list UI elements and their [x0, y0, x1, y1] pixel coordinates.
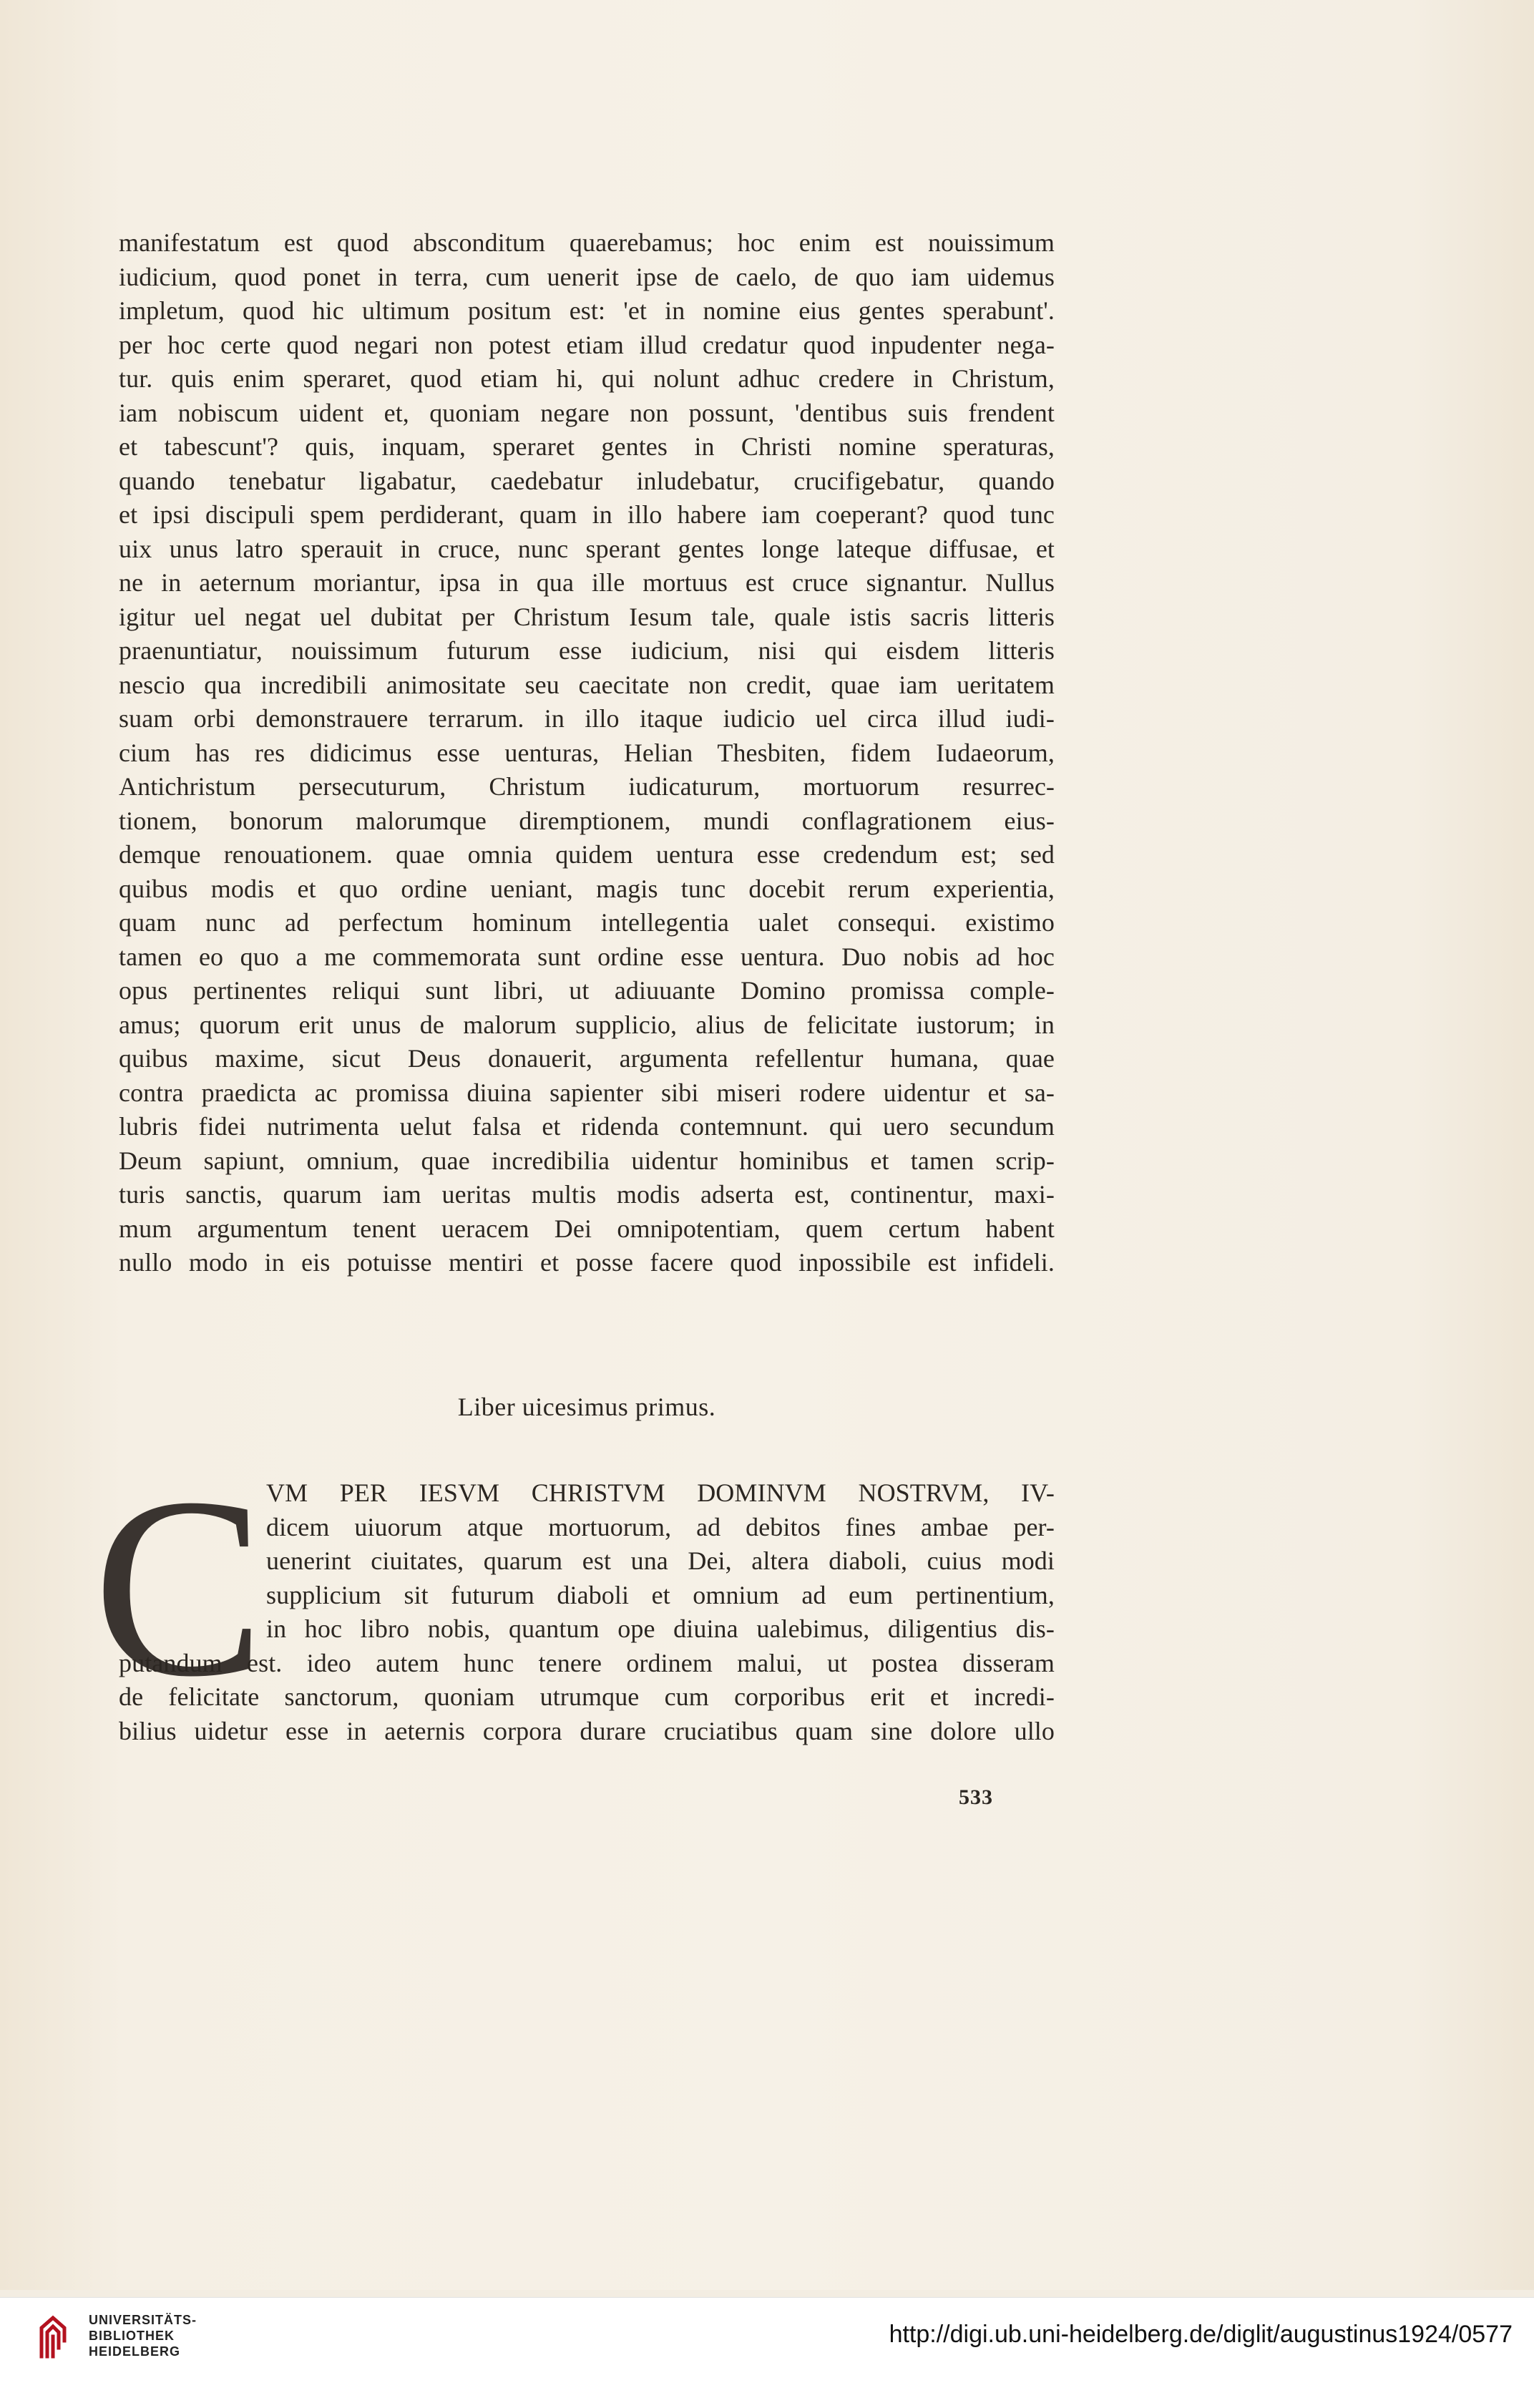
chapter-indented-line: in hoc libro nobis, quantum ope diuina ualebimus, diligentius dis-	[266, 1614, 1055, 1643]
body-text-line: tamen eo quo a me commemorata sunt ordine esse uentura. Duo nobis ad hoc	[119, 942, 1055, 971]
body-text-line: quibus modis et quo ordine ueniant, magis tunc docebit rerum experientia,	[119, 874, 1055, 903]
body-text-line: nescio qua incredibili animositate seu caecitate non credit, quae iam ueritatem	[119, 670, 1055, 699]
body-text-line: tur. quis enim speraret, quod etiam hi, qui nolunt adhuc credere in Christum,	[119, 364, 1055, 393]
body-text-line: impletum, quod hic ultimum positum est: 'et in nomine eius gentes sperabunt'.	[119, 296, 1055, 325]
body-text-line: amus; quorum erit unus de malorum supplicio, alius de felicitate iustorum; in	[119, 1010, 1055, 1039]
library-name-line3: HEIDELBERG	[89, 2344, 181, 2359]
chapter-full-line: putandum est. ideo autem hunc tenere ordinem malui, ut postea disseram	[119, 1648, 1055, 1677]
body-text-line: lubris fidei nutrimenta uelut falsa et ridenda contemnunt. qui uero secundum	[119, 1112, 1055, 1141]
chapter-indented-line: uenerint ciuitates, quarum est una Dei, altera diaboli, cuius modi	[266, 1546, 1055, 1575]
body-text-line: quibus maxime, sicut Deus donauerit, argumenta refellentur humana, quae	[119, 1044, 1055, 1073]
body-text-line: manifestatum est quod absconditum quaerebamus; hoc enim est nouissimum	[119, 228, 1055, 257]
body-text-line: igitur uel negat uel dubitat per Christum Iesum tale, quale istis sacris litteris	[119, 602, 1055, 631]
body-text-line: uix unus latro sperauit in cruce, nunc sperant gentes longe lateque diffusae, et	[119, 534, 1055, 563]
body-text-line: per hoc certe quod negari non potest etiam illud credatur quod inpudenter nega-	[119, 330, 1055, 359]
body-text-line: Deum sapiunt, omnium, quae incredibilia uidentur hominibus et tamen scrip-	[119, 1146, 1055, 1175]
body-text-line: et ipsi discipuli spem perdiderant, quam in illo habere iam coeperant? quod tunc	[119, 500, 1055, 529]
footer-bar	[0, 2297, 1534, 2408]
body-text-line: contra praedicta ac promissa diuina sapienter sibi miseri rodere uidentur et sa-	[119, 1078, 1055, 1107]
body-text-line: demque renouationem. quae omnia quidem uentura esse credendum est; sed	[119, 840, 1055, 869]
source-url[interactable]: http://digi.ub.uni-heidelberg.de/diglit/augustinus1924/0577	[889, 2321, 1513, 2348]
body-text-line: et tabescunt'? quis, inquam, speraret gentes in Christi nomine speraturas,	[119, 432, 1055, 461]
body-text-line: tionem, bonorum malorumque diremptionem, mundi conflagrationem eius-	[119, 806, 1055, 835]
body-text	[119, 226, 1055, 1280]
chapter-full-lines	[119, 1647, 1055, 1749]
body-text-line: turis sanctis, quarum iam ueritas multis modis adserta est, continentur, maxi-	[119, 1180, 1055, 1209]
body-text-line: cium has res didicimus esse uenturas, Helian Thesbiten, fidem Iudaeorum,	[119, 738, 1055, 767]
section-title: Liber uicesimus primus.	[457, 1393, 716, 1421]
chapter-indented-line: VM PER IESVM CHRISTVM DOMINVM NOSTRVM, IV-	[266, 1478, 1055, 1507]
body-text-line: iudicium, quod ponet in terra, cum uenerit ipse de caelo, de quo iam uidemus	[119, 262, 1055, 291]
body-text-line: opus pertinentes reliqui sunt libri, ut adiuuante Domino promissa comple-	[119, 976, 1055, 1005]
chapter-indented-line: dicem uiuorum atque mortuorum, ad debitos fines ambae per-	[266, 1512, 1055, 1541]
page-number: 533	[959, 1785, 993, 1809]
body-text-line: nullo modo in eis potuisse mentiri et posse facere quod inpossibile est infideli.	[119, 1248, 1055, 1277]
chapter-full-line: de felicitate sanctorum, quoniam utrumque cum corporibus erit et incredi-	[119, 1682, 1055, 1711]
body-text-line: Antichristum persecuturum, Christum iudicaturum, mortuorum resurrec-	[119, 772, 1055, 801]
body-text-line: iam nobiscum uident et, quoniam negare non possunt, 'dentibus suis frendent	[119, 398, 1055, 427]
body-text-line: suam orbi demonstrauere terrarum. in illo itaque iudicio uel circa illud iudi-	[119, 704, 1055, 733]
drop-cap-initial: C	[93, 1444, 265, 1730]
chapter-indented-line: supplicium sit futurum diaboli et omnium ad eum pertinentium,	[266, 1580, 1055, 1609]
body-text-line: ne in aeternum moriantur, ipsa in qua ille mortuus est cruce signantur. Nullus	[119, 568, 1055, 597]
chapter-indented-lines	[266, 1476, 1055, 1647]
body-text-line: praenuntiatur, nouissimum futurum esse iudicium, nisi qui eisdem litteris	[119, 636, 1055, 665]
library-name	[89, 2312, 197, 2359]
body-text-line: quam nunc ad perfectum hominum intellegentia ualet consequi. existimo	[119, 908, 1055, 937]
library-logo-icon	[36, 2312, 77, 2362]
body-text-line: mum argumentum tenent ueracem Dei omnipotentiam, quem certum habent	[119, 1214, 1055, 1243]
library-name-line2: BIBLIOTHEK	[89, 2329, 175, 2343]
body-text-line: quando tenebatur ligabatur, caedebatur inludebatur, crucifigebatur, quando	[119, 466, 1055, 495]
chapter-full-line: bilius uidetur esse in aeternis corpora durare cruciatibus quam sine dolore ullo	[119, 1716, 1055, 1745]
library-name-line1: UNIVERSITÄTS-	[89, 2313, 197, 2327]
